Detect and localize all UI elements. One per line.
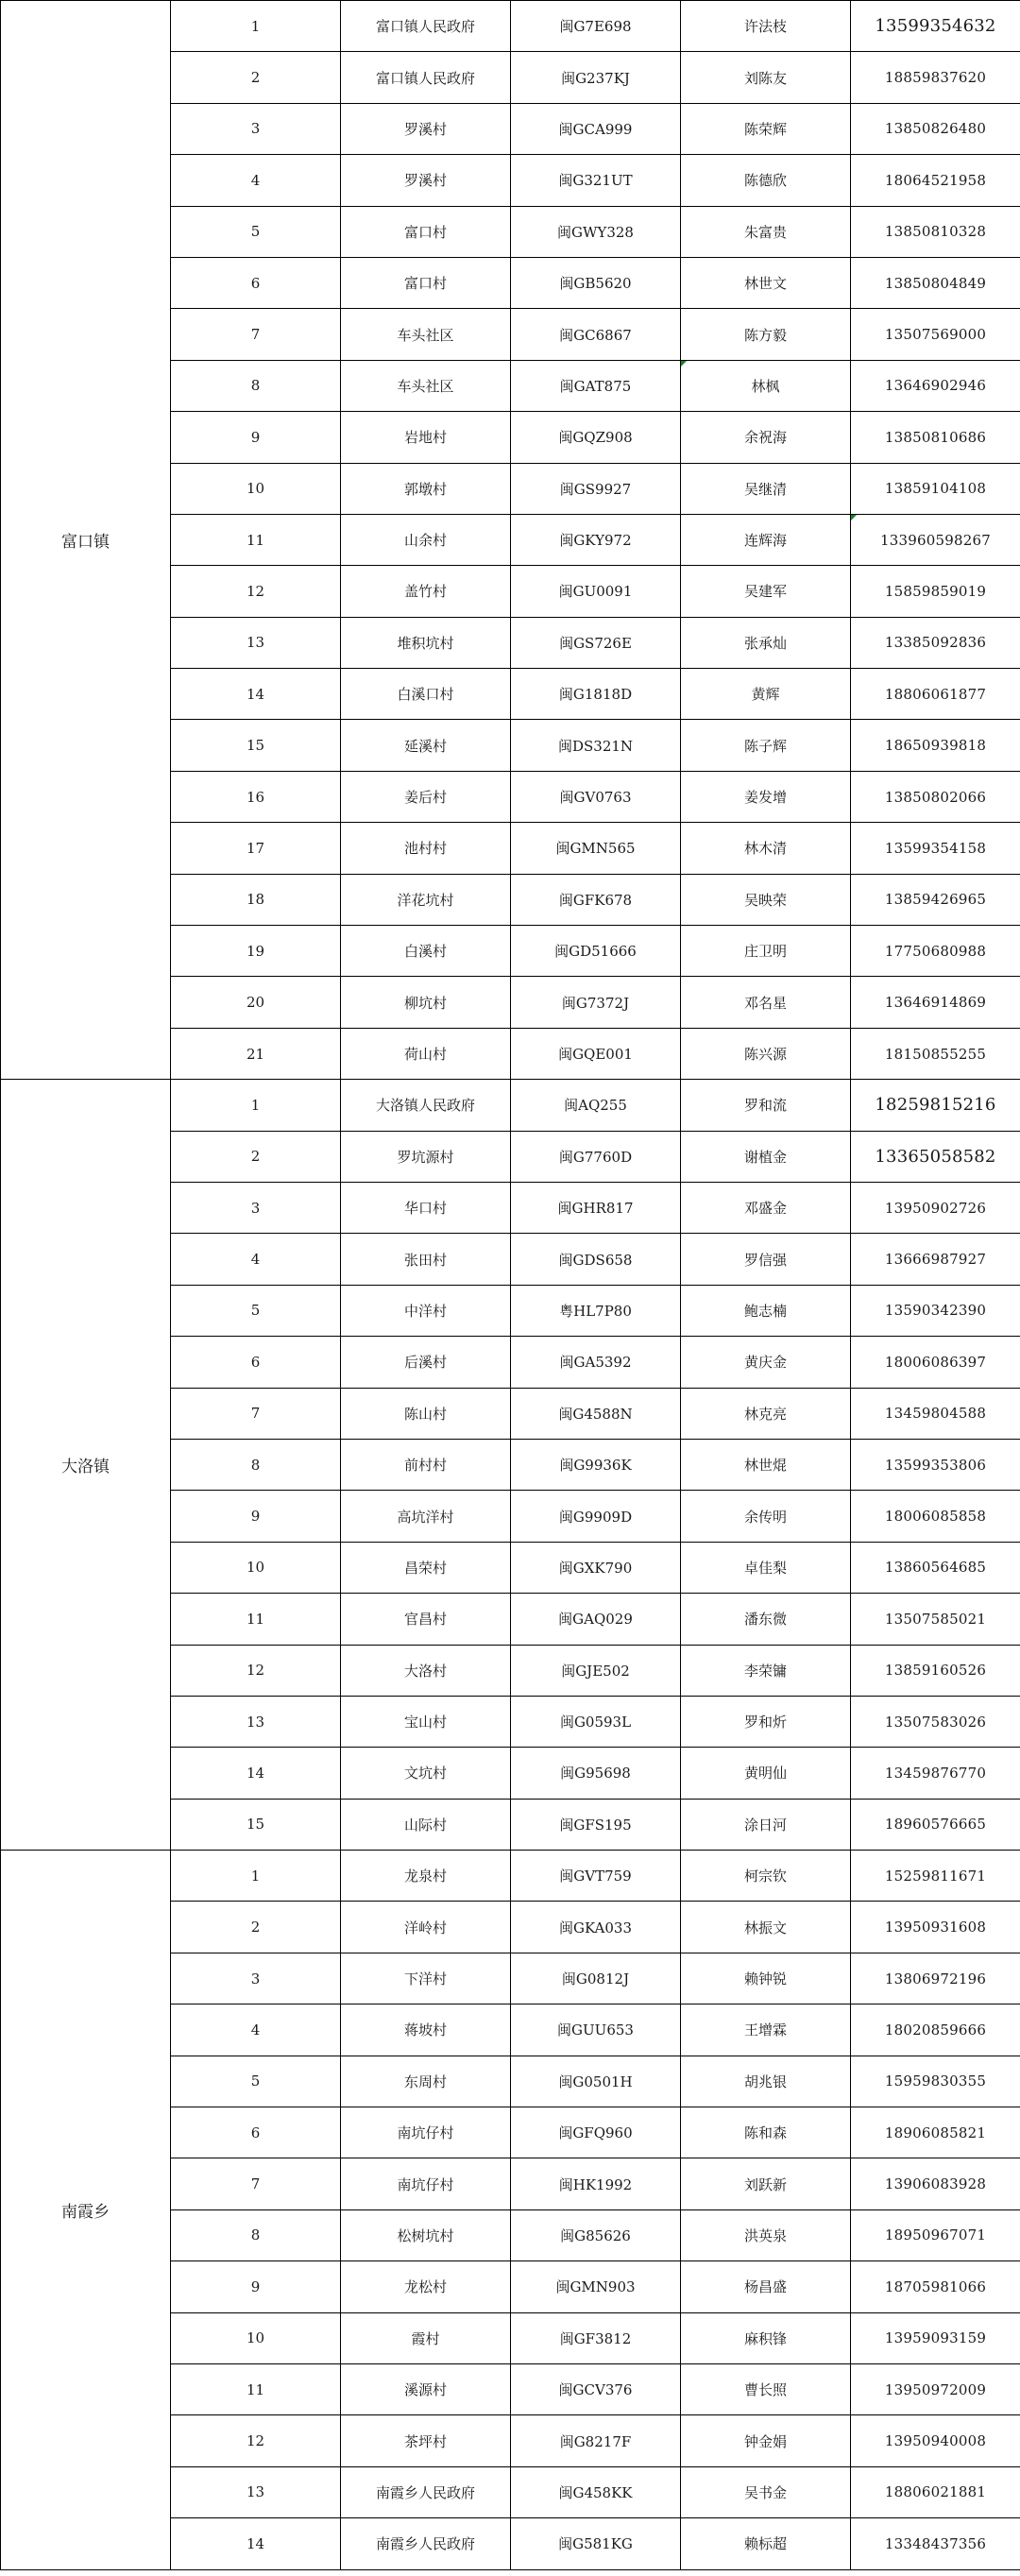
row-number-cell: 10: [171, 463, 341, 514]
phone-number-cell: 13859426965: [851, 874, 1020, 925]
unit-cell: 车头社区: [341, 309, 511, 360]
unit-cell: 文坑村: [341, 1748, 511, 1799]
phone-number-cell: 13365058582: [851, 1131, 1020, 1182]
contact-name-cell: 柯宗钦: [681, 1851, 851, 1902]
contact-name-cell: 邓名星: [681, 977, 851, 1028]
plate-number-cell: 闽GVT759: [511, 1851, 681, 1902]
phone-number-cell: 13860564685: [851, 1542, 1020, 1593]
phone-number-cell: 13950931608: [851, 1902, 1020, 1953]
unit-cell: 官昌村: [341, 1594, 511, 1645]
row-number-cell: 16: [171, 771, 341, 822]
plate-number-cell: 闽G7760D: [511, 1131, 681, 1182]
plate-number-cell: 闽HK1992: [511, 2158, 681, 2209]
row-number-cell: 11: [171, 2363, 341, 2414]
phone-number-cell: 13666987927: [851, 1234, 1020, 1285]
unit-cell: 富口村: [341, 257, 511, 308]
plate-number-cell: 闽GMN903: [511, 2261, 681, 2312]
unit-cell: 东周村: [341, 2056, 511, 2107]
phone-number-cell: 13950972009: [851, 2363, 1020, 2414]
contact-name-cell: 陈荣辉: [681, 103, 851, 154]
row-number-cell: 6: [171, 1337, 341, 1388]
row-number-cell: 8: [171, 2209, 341, 2260]
unit-cell: 池村村: [341, 823, 511, 874]
row-number-cell: 3: [171, 103, 341, 154]
contact-name-cell: 林振文: [681, 1902, 851, 1953]
row-number-cell: 1: [171, 1080, 341, 1131]
phone-number-cell: 13599354632: [851, 1, 1020, 52]
roster-body: [1, 1, 1020, 2570]
table-row: [1, 1, 1020, 52]
row-number-cell: 14: [171, 669, 341, 720]
phone-number-cell: 13950940008: [851, 2415, 1020, 2466]
town-cell: 南霞乡: [1, 1851, 171, 2569]
phone-number-cell: 13959093159: [851, 2312, 1020, 2363]
plate-number-cell: 闽GKA033: [511, 1902, 681, 1953]
contact-name-cell: 黄明仙: [681, 1748, 851, 1799]
plate-number-cell: 闽G1818D: [511, 669, 681, 720]
plate-number-cell: 闽G85626: [511, 2209, 681, 2260]
unit-cell: 盖竹村: [341, 566, 511, 617]
plate-number-cell: 闽GFK678: [511, 874, 681, 925]
contact-name-cell: 张承灿: [681, 617, 851, 668]
row-number-cell: 7: [171, 309, 341, 360]
row-number-cell: 10: [171, 1542, 341, 1593]
contact-name-cell: 曹长照: [681, 2363, 851, 2414]
contact-name-cell: 刘陈友: [681, 52, 851, 103]
contact-name-cell: 朱富贵: [681, 206, 851, 257]
contact-name-cell: 吴书金: [681, 2466, 851, 2517]
plate-number-cell: 闽GF3812: [511, 2312, 681, 2363]
row-number-cell: 11: [171, 514, 341, 565]
row-number-cell: 2: [171, 52, 341, 103]
unit-cell: 罗溪村: [341, 155, 511, 206]
contact-name-cell: 刘跃新: [681, 2158, 851, 2209]
row-number-cell: 12: [171, 1645, 341, 1696]
contact-name-cell: 林木清: [681, 823, 851, 874]
plate-number-cell: 闽G7372J: [511, 977, 681, 1028]
plate-number-cell: 闽G237KJ: [511, 52, 681, 103]
contact-name-cell: 陈方毅: [681, 309, 851, 360]
row-number-cell: 12: [171, 2415, 341, 2466]
plate-number-cell: 粤HL7P80: [511, 1285, 681, 1336]
contact-name-cell: 王增霖: [681, 2005, 851, 2056]
phone-number-cell: 13507569000: [851, 309, 1020, 360]
plate-number-cell: 闽GQZ908: [511, 412, 681, 463]
unit-cell: 白溪口村: [341, 669, 511, 720]
row-number-cell: 21: [171, 1028, 341, 1079]
unit-cell: 霞村: [341, 2312, 511, 2363]
phone-number-cell: 13850804849: [851, 257, 1020, 308]
unit-cell: 下洋村: [341, 1953, 511, 2004]
unit-cell: 南坑仔村: [341, 2158, 511, 2209]
contact-name-cell: 卓佳梨: [681, 1542, 851, 1593]
unit-cell: 车头社区: [341, 360, 511, 411]
unit-cell: 延溪村: [341, 720, 511, 771]
plate-number-cell: 闽GA5392: [511, 1337, 681, 1388]
phone-number-cell: 13507585021: [851, 1594, 1020, 1645]
row-number-cell: 13: [171, 2466, 341, 2517]
contact-name-cell: 陈和森: [681, 2107, 851, 2158]
unit-cell: 山际村: [341, 1799, 511, 1850]
phone-number-cell: 18006085858: [851, 1491, 1020, 1542]
contact-name-cell: 林世文: [681, 257, 851, 308]
contact-name-cell: 林克亮: [681, 1388, 851, 1439]
unit-cell: 姜后村: [341, 771, 511, 822]
plate-number-cell: 闽GD51666: [511, 926, 681, 977]
plate-number-cell: 闽GAT875: [511, 360, 681, 411]
row-number-cell: 5: [171, 1285, 341, 1336]
unit-cell: 山余村: [341, 514, 511, 565]
contact-name-cell: 姜发增: [681, 771, 851, 822]
contact-name-cell: 洪英泉: [681, 2209, 851, 2260]
phone-number-cell: 18259815216: [851, 1080, 1020, 1131]
contact-name-cell: 罗信强: [681, 1234, 851, 1285]
unit-cell: 松树坑村: [341, 2209, 511, 2260]
contact-name-cell: 杨昌盛: [681, 2261, 851, 2312]
unit-cell: 白溪村: [341, 926, 511, 977]
phone-number-cell: 13459876770: [851, 1748, 1020, 1799]
unit-cell: 南霞乡人民政府: [341, 2466, 511, 2517]
unit-cell: 大洛村: [341, 1645, 511, 1696]
row-number-cell: 7: [171, 2158, 341, 2209]
unit-cell: 茶坪村: [341, 2415, 511, 2466]
unit-cell: 洋岭村: [341, 1902, 511, 1953]
unit-cell: 岩地村: [341, 412, 511, 463]
contact-name-cell: 鲍志楠: [681, 1285, 851, 1336]
row-number-cell: 1: [171, 1, 341, 52]
unit-cell: 郭墩村: [341, 463, 511, 514]
row-number-cell: 2: [171, 1902, 341, 1953]
phone-number-cell: 13385092836: [851, 617, 1020, 668]
plate-number-cell: 闽GQE001: [511, 1028, 681, 1079]
phone-number-cell: 18806021881: [851, 2466, 1020, 2517]
phone-number-cell: 18859837620: [851, 52, 1020, 103]
contact-name-cell: 余传明: [681, 1491, 851, 1542]
phone-number-cell: 13348437356: [851, 2518, 1020, 2569]
plate-number-cell: 闽GC6867: [511, 309, 681, 360]
phone-number-cell: 18950967071: [851, 2209, 1020, 2260]
unit-cell: 富口镇人民政府: [341, 1, 511, 52]
row-number-cell: 11: [171, 1594, 341, 1645]
unit-cell: 荷山村: [341, 1028, 511, 1079]
plate-number-cell: 闽G95698: [511, 1748, 681, 1799]
unit-cell: 蒋坡村: [341, 2005, 511, 2056]
contact-name-cell: 吴继清: [681, 463, 851, 514]
unit-cell: 前村村: [341, 1439, 511, 1490]
row-number-cell: 12: [171, 566, 341, 617]
unit-cell: 堆积坑村: [341, 617, 511, 668]
row-number-cell: 3: [171, 1953, 341, 2004]
contact-name-cell: 赖钟锐: [681, 1953, 851, 2004]
contact-name-cell: 麻积锋: [681, 2312, 851, 2363]
contact-name-cell: 谢植金: [681, 1131, 851, 1182]
table-row: [1, 1851, 1020, 1902]
contact-name-cell: 黄辉: [681, 669, 851, 720]
plate-number-cell: 闽G0593L: [511, 1696, 681, 1747]
unit-cell: 高坑洋村: [341, 1491, 511, 1542]
contact-name-cell: 潘东微: [681, 1594, 851, 1645]
unit-cell: 溪源村: [341, 2363, 511, 2414]
phone-number-cell: 18006086397: [851, 1337, 1020, 1388]
plate-number-cell: 闽GCV376: [511, 2363, 681, 2414]
plate-number-cell: 闽GS726E: [511, 617, 681, 668]
unit-cell: 龙松村: [341, 2261, 511, 2312]
phone-number-cell: 13590342390: [851, 1285, 1020, 1336]
plate-number-cell: 闽G9909D: [511, 1491, 681, 1542]
plate-number-cell: 闽G4588N: [511, 1388, 681, 1439]
unit-cell: 中洋村: [341, 1285, 511, 1336]
row-number-cell: 6: [171, 257, 341, 308]
plate-number-cell: 闽GB5620: [511, 257, 681, 308]
contact-name-cell: 陈子辉: [681, 720, 851, 771]
contact-name-cell: 余祝海: [681, 412, 851, 463]
phone-number-cell: 18960576665: [851, 1799, 1020, 1850]
row-number-cell: 20: [171, 977, 341, 1028]
plate-number-cell: 闽G8217F: [511, 2415, 681, 2466]
plate-number-cell: 闽G0812J: [511, 1953, 681, 2004]
contact-name-cell: 罗和流: [681, 1080, 851, 1131]
phone-number-cell: 18650939818: [851, 720, 1020, 771]
plate-number-cell: 闽G458KK: [511, 2466, 681, 2517]
contact-name-cell: 吴建军: [681, 566, 851, 617]
contact-name-cell: 庄卫明: [681, 926, 851, 977]
unit-cell: 富口镇人民政府: [341, 52, 511, 103]
contact-name-cell: 邓盛金: [681, 1182, 851, 1233]
phone-number-cell: 13850810328: [851, 206, 1020, 257]
plate-number-cell: 闽GFS195: [511, 1799, 681, 1850]
unit-cell: 柳坑村: [341, 977, 511, 1028]
row-number-cell: 10: [171, 2312, 341, 2363]
unit-cell: 龙泉村: [341, 1851, 511, 1902]
phone-number-cell: 13459804588: [851, 1388, 1020, 1439]
contact-name-cell: 胡兆银: [681, 2056, 851, 2107]
row-number-cell: 8: [171, 360, 341, 411]
unit-cell: 洋花坑村: [341, 874, 511, 925]
plate-number-cell: 闽GFQ960: [511, 2107, 681, 2158]
plate-number-cell: 闽GXK790: [511, 1542, 681, 1593]
contact-name-cell: 吴映荣: [681, 874, 851, 925]
contact-name-cell: 罗和炘: [681, 1696, 851, 1747]
contact-name-cell: 连辉海: [681, 514, 851, 565]
row-number-cell: 7: [171, 1388, 341, 1439]
row-number-cell: 14: [171, 1748, 341, 1799]
contact-name-cell: 林世焜: [681, 1439, 851, 1490]
row-number-cell: 13: [171, 617, 341, 668]
table-row: [1, 1080, 1020, 1131]
phone-number-cell: 13599353806: [851, 1439, 1020, 1490]
phone-number-cell: 13906083928: [851, 2158, 1020, 2209]
row-number-cell: 13: [171, 1696, 341, 1747]
contact-name-cell: 林枫: [681, 360, 851, 411]
contact-name-cell: 许法枝: [681, 1, 851, 52]
phone-number-cell: 13806972196: [851, 1953, 1020, 2004]
town-cell: 富口镇: [1, 1, 171, 1080]
plate-number-cell: 闽GDS658: [511, 1234, 681, 1285]
phone-number-cell: 13859104108: [851, 463, 1020, 514]
row-number-cell: 19: [171, 926, 341, 977]
phone-number-cell: 18150855255: [851, 1028, 1020, 1079]
phone-number-cell: 15259811671: [851, 1851, 1020, 1902]
phone-number-cell: 13859160526: [851, 1645, 1020, 1696]
row-number-cell: 2: [171, 1131, 341, 1182]
plate-number-cell: 闽GMN565: [511, 823, 681, 874]
row-number-cell: 8: [171, 1439, 341, 1490]
plate-number-cell: 闽GKY972: [511, 514, 681, 565]
phone-number-cell: 18806061877: [851, 669, 1020, 720]
contact-name-cell: 黄庆金: [681, 1337, 851, 1388]
phone-number-cell: 18906085821: [851, 2107, 1020, 2158]
plate-number-cell: 闽AQ255: [511, 1080, 681, 1131]
plate-number-cell: 闽GHR817: [511, 1182, 681, 1233]
phone-number-cell: 15959830355: [851, 2056, 1020, 2107]
row-number-cell: 15: [171, 1799, 341, 1850]
row-number-cell: 1: [171, 1851, 341, 1902]
plate-number-cell: 闽G7E698: [511, 1, 681, 52]
row-number-cell: 4: [171, 155, 341, 206]
contact-name-cell: 李荣镛: [681, 1645, 851, 1696]
plate-number-cell: 闽G321UT: [511, 155, 681, 206]
plate-number-cell: 闽GWY328: [511, 206, 681, 257]
plate-number-cell: 闽GAQ029: [511, 1594, 681, 1645]
phone-number-cell: 13850826480: [851, 103, 1020, 154]
contact-name-cell: 钟金娟: [681, 2415, 851, 2466]
contact-name-cell: 涂日河: [681, 1799, 851, 1850]
contact-name-cell: 陈德欣: [681, 155, 851, 206]
contact-name-cell: 赖标超: [681, 2518, 851, 2569]
unit-cell: 罗坑源村: [341, 1131, 511, 1182]
phone-number-cell: 13646914869: [851, 977, 1020, 1028]
unit-cell: 华口村: [341, 1182, 511, 1233]
row-number-cell: 18: [171, 874, 341, 925]
unit-cell: 后溪村: [341, 1337, 511, 1388]
unit-cell: 张田村: [341, 1234, 511, 1285]
unit-cell: 昌荣村: [341, 1542, 511, 1593]
plate-number-cell: 闽GS9927: [511, 463, 681, 514]
unit-cell: 罗溪村: [341, 103, 511, 154]
plate-number-cell: 闽DS321N: [511, 720, 681, 771]
plate-number-cell: 闽GCA999: [511, 103, 681, 154]
phone-number-cell: 133960598267: [851, 514, 1020, 565]
phone-number-cell: 13646902946: [851, 360, 1020, 411]
row-number-cell: 15: [171, 720, 341, 771]
row-number-cell: 4: [171, 2005, 341, 2056]
plate-number-cell: 闽GV0763: [511, 771, 681, 822]
row-number-cell: 5: [171, 2056, 341, 2107]
row-number-cell: 3: [171, 1182, 341, 1233]
unit-cell: 宝山村: [341, 1696, 511, 1747]
town-cell: 大洛镇: [1, 1080, 171, 1851]
unit-cell: 富口村: [341, 206, 511, 257]
unit-cell: 南坑仔村: [341, 2107, 511, 2158]
phone-number-cell: 13950902726: [851, 1182, 1020, 1233]
phone-number-cell: 18705981066: [851, 2261, 1020, 2312]
plate-number-cell: 闽G0501H: [511, 2056, 681, 2107]
plate-number-cell: 闽GUU653: [511, 2005, 681, 2056]
phone-number-cell: 13599354158: [851, 823, 1020, 874]
phone-number-cell: 13850802066: [851, 771, 1020, 822]
plate-number-cell: 闽G581KG: [511, 2518, 681, 2569]
row-number-cell: 4: [171, 1234, 341, 1285]
unit-cell: 大洛镇人民政府: [341, 1080, 511, 1131]
plate-number-cell: 闽GJE502: [511, 1645, 681, 1696]
phone-number-cell: 13507583026: [851, 1696, 1020, 1747]
unit-cell: 南霞乡人民政府: [341, 2518, 511, 2569]
phone-number-cell: 13850810686: [851, 412, 1020, 463]
row-number-cell: 17: [171, 823, 341, 874]
row-number-cell: 9: [171, 412, 341, 463]
row-number-cell: 5: [171, 206, 341, 257]
phone-number-cell: 18064521958: [851, 155, 1020, 206]
plate-number-cell: 闽G9936K: [511, 1439, 681, 1490]
contact-name-cell: 陈兴源: [681, 1028, 851, 1079]
unit-cell: 陈山村: [341, 1388, 511, 1439]
row-number-cell: 6: [171, 2107, 341, 2158]
phone-number-cell: 15859859019: [851, 566, 1020, 617]
phone-number-cell: 17750680988: [851, 926, 1020, 977]
plate-number-cell: 闽GU0091: [511, 566, 681, 617]
row-number-cell: 9: [171, 2261, 341, 2312]
row-number-cell: 9: [171, 1491, 341, 1542]
row-number-cell: 14: [171, 2518, 341, 2569]
phone-number-cell: 18020859666: [851, 2005, 1020, 2056]
